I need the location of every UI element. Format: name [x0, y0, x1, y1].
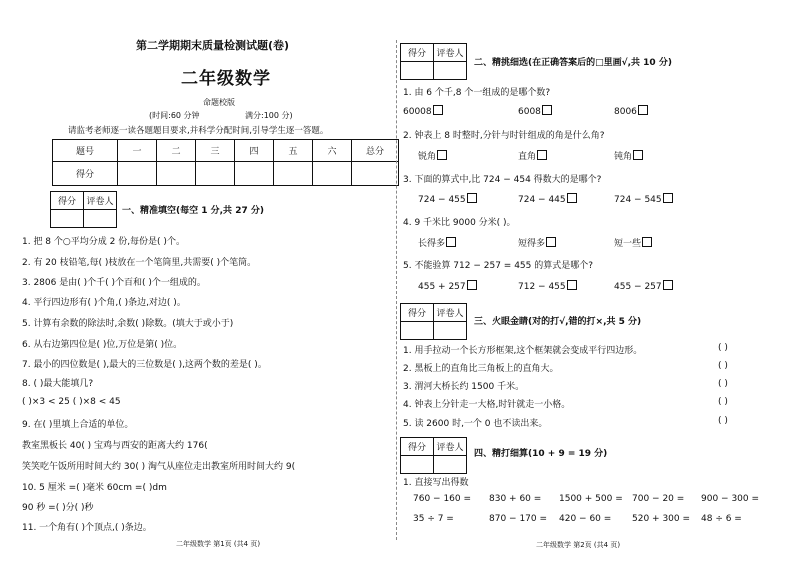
- score-summary-table: [52, 139, 399, 186]
- judge-question-5: 5. 读 2600 时,一个 0 也不读出来。: [403, 419, 548, 429]
- judge-answer-paren[interactable]: ( ): [718, 343, 728, 353]
- option-label: 8006: [614, 107, 637, 117]
- checkbox-icon[interactable]: [567, 193, 577, 203]
- choice-option[interactable]: [518, 149, 547, 162]
- checkbox-icon[interactable]: [546, 237, 556, 247]
- score-cell[interactable]: [157, 162, 196, 186]
- grader-name-label: 评卷人: [84, 192, 117, 210]
- judge-question-3: 3. 渭河大桥长约 1500 千米。: [403, 382, 525, 392]
- score-cell[interactable]: [196, 162, 235, 186]
- checkbox-icon[interactable]: [537, 150, 547, 160]
- checkbox-icon[interactable]: [437, 150, 447, 160]
- calc-item: 760 − 160 =: [413, 494, 472, 504]
- grader-box-section1: [50, 191, 117, 228]
- edition-label: 命题校版: [203, 98, 235, 107]
- option-label: 724 − 445: [518, 195, 566, 205]
- grader-name-cell[interactable]: [434, 322, 467, 340]
- checkbox-icon[interactable]: [633, 150, 643, 160]
- fill-question-10-row2: 90 秒 =( )分( )秒: [22, 503, 94, 513]
- fill-question-9: 9. 在( )里填上合适的单位。: [22, 420, 134, 430]
- checkbox-icon[interactable]: [567, 280, 577, 290]
- score-table-header: 四: [235, 140, 274, 162]
- calc-item: 830 + 60 =: [489, 494, 542, 504]
- fill-question-7: 7. 最小的四位数是( ),最大的三位数是( ),这两个数的差是( )。: [22, 360, 267, 370]
- score-table-row-label: 得分: [53, 162, 118, 186]
- option-label: 60008: [403, 107, 432, 117]
- grader-name-cell[interactable]: [84, 210, 117, 228]
- option-label: 6008: [518, 107, 541, 117]
- option-label: 724 − 545: [614, 195, 662, 205]
- section3-title: 三、火眼金睛(对的打√,错的打×,共 5 分): [474, 317, 642, 327]
- score-table-header: 二: [157, 140, 196, 162]
- option-label: 直角: [518, 152, 537, 162]
- time-info: (时间:60 分钟: [149, 111, 200, 120]
- right-page-footer: 二年级数学 第2页 (共4 页): [536, 541, 621, 549]
- judge-answer-paren[interactable]: ( ): [718, 397, 728, 407]
- judge-question-4: 4. 钟表上分针走一大格,时针就走一小格。: [403, 400, 571, 410]
- grader-name-label: 评卷人: [434, 44, 467, 62]
- choice-option[interactable]: [418, 236, 456, 249]
- score-table-header: 总分: [352, 140, 399, 162]
- choice-question-2: 2. 钟表上 8 时整时,分针与时针组成的角是什么角?: [403, 131, 605, 141]
- grader-name-label: 评卷人: [434, 438, 467, 456]
- judge-question-2: 2. 黑板上的直角比三角板上的直角大。: [403, 364, 559, 374]
- grader-score-cell[interactable]: [401, 456, 434, 474]
- option-label: 短一些: [614, 239, 642, 249]
- calc-item: 870 − 170 =: [489, 514, 548, 524]
- option-label: 455 + 257: [418, 282, 466, 292]
- calc-item: 48 ÷ 6 =: [701, 514, 742, 524]
- score-cell[interactable]: [118, 162, 157, 186]
- choice-question-1: 1. 由 6 个千,8 个一组成的是哪个数?: [403, 88, 551, 98]
- grader-box-section2: [400, 43, 467, 80]
- calc-item: 700 − 20 =: [632, 494, 685, 504]
- choice-option[interactable]: [614, 193, 673, 205]
- score-table-header: 三: [196, 140, 235, 162]
- fill-question-2: 2. 有 20 枝铅笔,每( )枝放在一个笔筒里,共需要( )个笔筒。: [22, 258, 257, 268]
- choice-option[interactable]: [518, 105, 552, 117]
- calc-item: 1500 + 500 =: [559, 494, 623, 504]
- judge-question-1: 1. 用手拉动一个长方形框架,这个框架就会变成平行四边形。: [403, 346, 643, 356]
- section2-title: 二、精挑细选(在正确答案后的□里画√,共 10 分): [474, 58, 672, 68]
- checkbox-icon[interactable]: [542, 105, 552, 115]
- judge-answer-paren[interactable]: ( ): [718, 416, 728, 426]
- option-label: 长得多: [418, 239, 446, 249]
- checkbox-icon[interactable]: [638, 105, 648, 115]
- fill-question-8-items: ( )×3 < 25 ( )×8 < 45: [22, 397, 121, 407]
- calc-item: 900 − 300 =: [701, 494, 760, 504]
- left-page-footer: 二年级数学 第1页 (共4 页): [176, 540, 261, 548]
- checkbox-icon[interactable]: [663, 193, 673, 203]
- choice-question-3: 3. 下面的算式中,比 724 − 454 得数大的是哪个?: [403, 175, 602, 185]
- score-cell[interactable]: [352, 162, 399, 186]
- choice-option[interactable]: [614, 105, 648, 117]
- exam-header-title: 第二学期期末质量检测试题(卷): [136, 39, 290, 52]
- judge-answer-paren[interactable]: ( ): [718, 379, 728, 389]
- grader-score-label: 得分: [401, 304, 434, 322]
- choice-option[interactable]: [614, 149, 643, 162]
- proctor-instruction: 请监考老师逐一读各题题目要求,并科学分配时间,引导学生逐一答题。: [68, 126, 329, 136]
- score-table-header: 一: [118, 140, 157, 162]
- grader-score-cell[interactable]: [51, 210, 84, 228]
- page-divider: [396, 40, 397, 540]
- grader-name-cell[interactable]: [434, 456, 467, 474]
- fill-question-1: 1. 把 8 个○平均分成 2 份,每份是( )个。: [22, 237, 185, 247]
- option-label: 455 − 257: [614, 282, 662, 292]
- section1-title: 一、精准填空(每空 1 分,共 27 分): [122, 206, 264, 216]
- grader-box-section4: [400, 437, 467, 474]
- checkbox-icon[interactable]: [446, 237, 456, 247]
- checkbox-icon[interactable]: [642, 237, 652, 247]
- choice-option[interactable]: [518, 236, 556, 249]
- calc-item: 35 ÷ 7 =: [413, 514, 454, 524]
- fill-question-9-row1: 教室黑板长 40( ) 宝鸡与西安的距离大约 176(: [22, 441, 208, 451]
- section4-title: 四、精打细算(10 + 9 = 19 分): [474, 449, 608, 459]
- option-label: 锐角: [418, 152, 437, 162]
- grader-box-section3: [400, 303, 467, 340]
- subject-title: 二年级数学: [181, 69, 271, 89]
- choice-question-5: 5. 不能验算 712 − 257 = 455 的算式是哪个?: [403, 261, 594, 271]
- score-cell[interactable]: [235, 162, 274, 186]
- checkbox-icon[interactable]: [663, 280, 673, 290]
- grader-score-cell[interactable]: [401, 62, 434, 80]
- option-label: 短得多: [518, 239, 546, 249]
- grader-name-cell[interactable]: [434, 62, 467, 80]
- checkbox-icon[interactable]: [467, 193, 477, 203]
- calc-item: 520 + 300 =: [632, 514, 691, 524]
- calc-item: 420 − 60 =: [559, 514, 612, 524]
- grader-score-cell[interactable]: [401, 322, 434, 340]
- calc-intro: 1. 直接写出得数: [403, 478, 469, 488]
- fill-question-4: 4. 平行四边形有( )个角,( )条边,对边( )。: [22, 298, 186, 308]
- grader-score-label: 得分: [401, 438, 434, 456]
- grader-score-label: 得分: [401, 44, 434, 62]
- grader-score-label: 得分: [51, 192, 84, 210]
- score-table-header: 五: [274, 140, 313, 162]
- choice-option[interactable]: [614, 280, 673, 292]
- option-label: 724 − 455: [418, 195, 466, 205]
- checkbox-icon[interactable]: [433, 105, 443, 115]
- score-table-header: 题号: [53, 140, 118, 162]
- fill-question-5: 5. 计算有余数的除法时,余数( )除数。(填大于或小于): [22, 319, 234, 329]
- fill-question-3: 3. 2806 是由( )个千( )个百和( )个一组成的。: [22, 278, 206, 288]
- judge-answer-paren[interactable]: ( ): [718, 361, 728, 371]
- choice-option[interactable]: [418, 193, 477, 205]
- fill-question-9-row2: 笑笑吃午饭所用时间大约 30( ) 淘气从座位走出教室所用时间大约 9(: [22, 462, 296, 472]
- score-info: 满分:100 分): [245, 111, 293, 120]
- checkbox-icon[interactable]: [467, 280, 477, 290]
- score-cell[interactable]: [274, 162, 313, 186]
- fill-question-8: 8. ( )最大能填几?: [22, 379, 94, 389]
- choice-option[interactable]: [418, 149, 447, 162]
- choice-option[interactable]: [403, 105, 443, 117]
- fill-question-6: 6. 从右边第四位是( )位,万位是第( )位。: [22, 340, 183, 350]
- option-label: 712 − 455: [518, 282, 566, 292]
- choice-question-4: 4. 9 千米比 9000 分米( )。: [403, 218, 516, 228]
- score-table-header: 六: [313, 140, 352, 162]
- fill-question-10: 10. 5 厘米 =( )毫米 60cm =( )dm: [22, 483, 167, 493]
- score-cell[interactable]: [313, 162, 352, 186]
- choice-option[interactable]: [418, 280, 477, 292]
- choice-option[interactable]: [518, 193, 577, 205]
- fill-question-11: 11. 一个角有( )个顶点,( )条边。: [22, 523, 152, 533]
- option-label: 钝角: [614, 152, 633, 162]
- grader-name-label: 评卷人: [434, 304, 467, 322]
- choice-option[interactable]: [518, 280, 577, 292]
- choice-option[interactable]: [614, 236, 652, 249]
